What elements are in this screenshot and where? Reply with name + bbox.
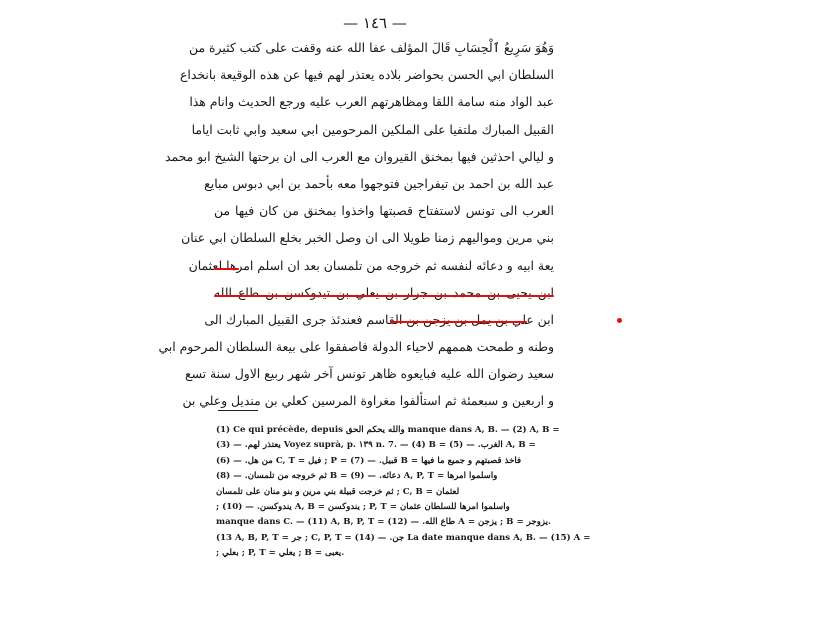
- red-dot-mark: [617, 318, 622, 323]
- footnote-line: ثم خرجت قبيلة بني مرين و بنو منان على تلمسان ; C, B = لعثمان: [216, 486, 460, 497]
- text-line: عبد الواد منه سامة اللقا ومظاهرتهم العرب عليه ورجع الحديث وانام هذا: [189, 94, 554, 110]
- text-line: و اربعين و سبعمئة ثم استألفوا مغراوة المرسين كعلي بن منديل وعلي بن: [182, 393, 554, 409]
- text-line: العرب الى تونس لاستفتاح قصبتها واخذوا بمخنق من كان فيها من: [214, 203, 554, 219]
- footnote-line: ; يندوكسن. — (10) A, B = يندوكسن ; P, T = واسلموا امرها للسلطان عثمان: [216, 501, 510, 512]
- text-line: و ليالي احذثين فيها بمخنق القيروان مع العرب الى ان برحتها الشيخ ابو محمد: [164, 148, 554, 164]
- text-line: وَهُوَ سَرِيعُ ٱلْحِسَابِ قَالَ المؤلف عفا الله عنه وقفت على كتب كثيرة من: [189, 40, 554, 55]
- text-line: عبد الله بن احمد بن تيفراجين فتوجهوا معه بأحمد بن ابي دبوس مبايع: [204, 175, 554, 191]
- text-line: السلطان ابي الحسن بحواضر بلاده يعتذر لهم فيها عن هذه الوقيعة بانخداع: [180, 67, 554, 83]
- arabic-body-text: [158, 34, 554, 415]
- red-underline-mark: [214, 295, 554, 297]
- footnote-line: ثم خروجه من تلمسان. — (8) B = دعائه. — (9) A, P, T = واسلموا امرها: [216, 471, 498, 482]
- text-line: ابن يحيى بن محمد بن جرار بن يعلي بن تيدوكسن بن طاع الله: [214, 284, 554, 300]
- footnote-line: (1) Ce qui précède, depuis والله يحكم الحق manque dans A, B. — (2) A, B =: [216, 425, 560, 435]
- footnote-line: يعتذر لهم. — (3) Voyez suprà, p. ١٣٩ n. 7. — (4) B = الغرب. — (5) A, B =: [216, 440, 536, 451]
- red-underline-mark: [214, 268, 239, 270]
- footnote-line: (13 A, B, P, T = جر ; C, P, T = جن. — (14) La date manque dans A, B. — (15) A =: [216, 532, 591, 543]
- text-line: سعيد رضوان الله عليه فبايعوه ظاهر تونس آخر شهر ربيع الاول سنة تسع: [184, 366, 554, 382]
- red-underline-mark: [390, 321, 527, 323]
- text-line: بني مرين ومواليهم زمنا طويلا الى ان وصل الخبر بخلع السلطان ابي عنان: [181, 230, 554, 246]
- text-line: يعة ابيه و دعائه لنفسه ثم خروجه من تلمسان بعد ان اسلم امرها لعثمان: [188, 257, 554, 273]
- footnotes: [216, 423, 591, 562]
- footnote-separator: [218, 410, 258, 411]
- text-line: وطنه و طمحت هممهم لاحياء الدولة فاصفقوا على بيعة السلطان المرحوم ابي: [158, 339, 554, 355]
- page-number: — ١٤٦ —: [343, 14, 407, 32]
- footnote-line: من هل. — (6) C, T = فيل ; P = قبيل. — (7) B = فاخذ قصبتهم و جميع ما فيها: [216, 455, 522, 466]
- footnote-line: manque dans C. — (11) A, B, P, T = طاع الله. — (12) A = يزجن ; B = يزوجر.: [216, 517, 551, 528]
- footnote-line: ; بعلي ; P, T = يعلي ; B = يعبى.: [216, 548, 345, 559]
- text-line: ابن علي بن يمل بن يزجن بن القاسم فعندئذ جرى القبيل المبارك الى: [204, 311, 554, 327]
- text-line: القبيل المبارك ملتفيا على الملكين المرحومين ابي سعيد وابي ثابت اياما: [191, 121, 554, 137]
